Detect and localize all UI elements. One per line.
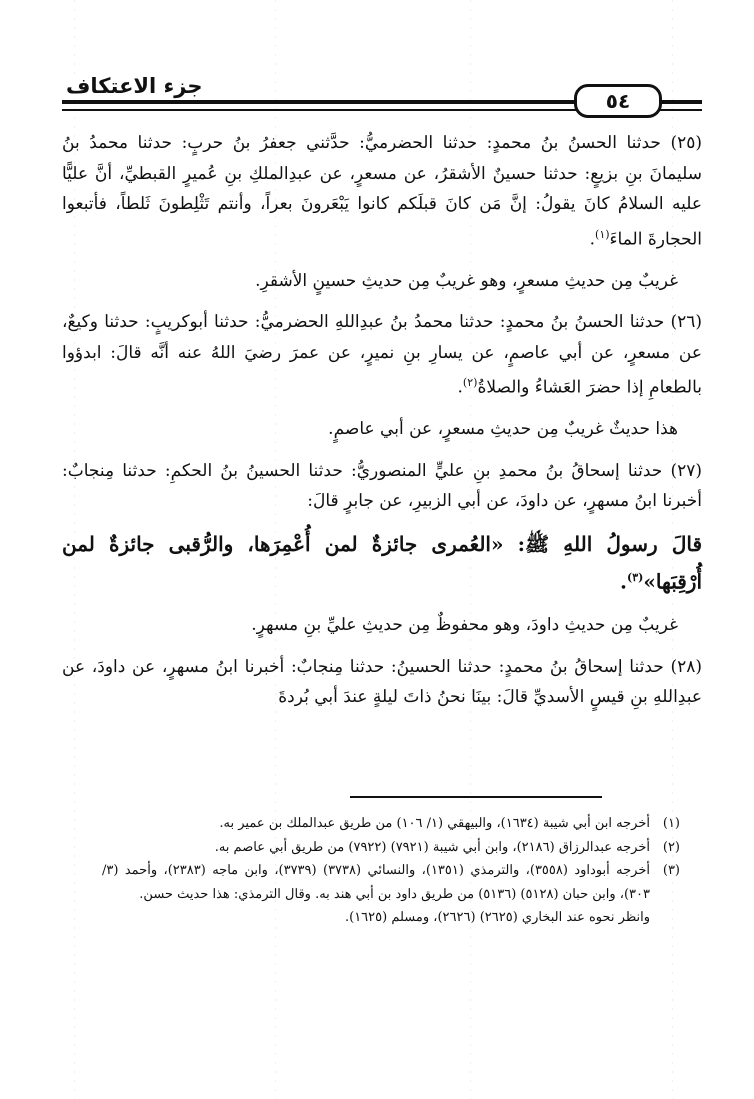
footnote-2 — [102, 836, 680, 860]
page-header — [62, 74, 702, 118]
hadith-25: (٢٥) حدثنا الحسنُ بنُ محمدٍ: حدثنا الحضرميُّ: حدَّثني جعفرُ بنُ حربٍ: حدثنا محمدُ بنُ سليمانَ بنِ بزيعٍ: حدثنا حسينٌ الأشقرُ، عن مسعرٍ، عن عبدِالملكِ بنِ عُميرٍ القبطيِّ، أنَّ عليًّا عليه السلامُ كانَ يقولُ: إنَّ مَن كانَ قبلَكم كانوا يَبْعَرونَ بعراً، وأنتم تَثْلِطونَ ثَلطاً، فأتبعوا الحجارةَ الماءَ$^{(١)}$. — [62, 133, 702, 250]
footnotes — [102, 812, 680, 930]
chapter-title: جزء الاعتكاف — [62, 74, 211, 98]
hadith-27-isnad: (٢٧) حدثنا إسحاقُ بنُ محمدِ بنِ عليٍّ المنصوريُّ: حدثنا الحسينُ بنُ الحكمِ: حدثنا مِنجابٌ: أخبرنا ابنُ مسهرٍ، عن داودَ، عن أبي الزبيرِ، عن جابرٍ قالَ: — [62, 460, 702, 512]
footnote-text: أخرجه أبوداود (٣٥٥٨)، والترمذي (١٣٥١)، والنسائي (٣٧٣٨) (٣٧٣٩)، وابن ماجه (٢٣٨٣)، وأحمد (٣/ ٣٠٣)، وابن حبان (٥١٢٨) (٥١٣٦) من طريق داود بن أبي هند به. وقال الترمذي: هذا حديث حسن. — [102, 863, 651, 902]
footnote-separator — [350, 796, 602, 798]
page-number: ٥٤ — [574, 84, 662, 118]
comment-27: غريبٌ مِن حديثِ داودَ، وهو محفوظٌ مِن حديثِ عليِّ بنِ مسهرٍ. — [251, 615, 678, 636]
footnote-text: أخرجه ابن أبي شيبة (١٦٣٤)، والبيهقي (١/ ١٠٦) من طريق عبدالملك بن عمير به. — [219, 816, 650, 831]
main-text — [62, 128, 702, 724]
footnote-number: (٢) — [662, 839, 680, 855]
footnote-number: (٣) — [662, 863, 680, 878]
footnote-number: (١) — [662, 816, 680, 831]
footnote-text: أخرجه عبدالرزاق (٢١٨٦)، وابن أبي شيبة (٧٩٢١) (٧٩٢٢) من طريق أبي عاصم به. — [214, 839, 650, 855]
hadith-27-matn: قالَ رسولُ اللهِ ﷺ: «العُمرى جائزةٌ لمن أُعْمِرَها، والرُّقبى جائزةٌ لمن أُرْقِبَها»$^{(٣)}$. — [62, 531, 702, 594]
footnote-1 — [102, 812, 680, 836]
footnote-ref-2: (٢) — [462, 376, 478, 390]
comment-25: غريبٌ مِن حديثِ مسعرٍ، وهو غريبٌ مِن حديثِ حسينٍ الأشقرِ. — [255, 270, 678, 291]
hadith-28: (٢٨) حدثنا إسحاقُ بنُ محمدٍ: حدثنا الحسينُ: حدثنا مِنجابٌ: أخبرنا ابنُ مسهرٍ، عن داودَ، عن عبدِاللهِ بنِ قيسٍ الأسديِّ قالَ: بينَا نحنُ ذاتَ ليلةٍ عندَ أبي بُردةَ — [62, 656, 702, 708]
footnote-ref-3: (٣) — [627, 570, 644, 584]
comment-26: هذا حديثٌ غريبٌ مِن حديثِ مسعرٍ، عن أبي عاصمٍ. — [328, 419, 678, 440]
footnote-3-continuation: وانظر نحوه عند البخاري (٢٦٢٥) (٢٦٢٦)، ومسلم (١٦٢٥). — [344, 910, 650, 925]
footnote-3 — [102, 859, 680, 906]
hadith-26: (٢٦) حدثنا الحسنُ بنُ محمدٍ: حدثنا محمدُ بنُ عبدِاللهِ الحضرميُّ: حدثنا أبوكريبٍ: حدثنا وكيعٌ، عن مسعرٍ، عن أبي عاصمٍ، عن يسارِ بنِ نميرٍ، عن عمرَ رضيَ اللهُ عنه أنَّه قالَ: ابدؤوا بالطعامِ إذا حضرَ العَشاءُ والصلاةُ$^{(٢)}$. — [62, 312, 702, 398]
footnote-ref-1: (١) — [595, 227, 610, 241]
